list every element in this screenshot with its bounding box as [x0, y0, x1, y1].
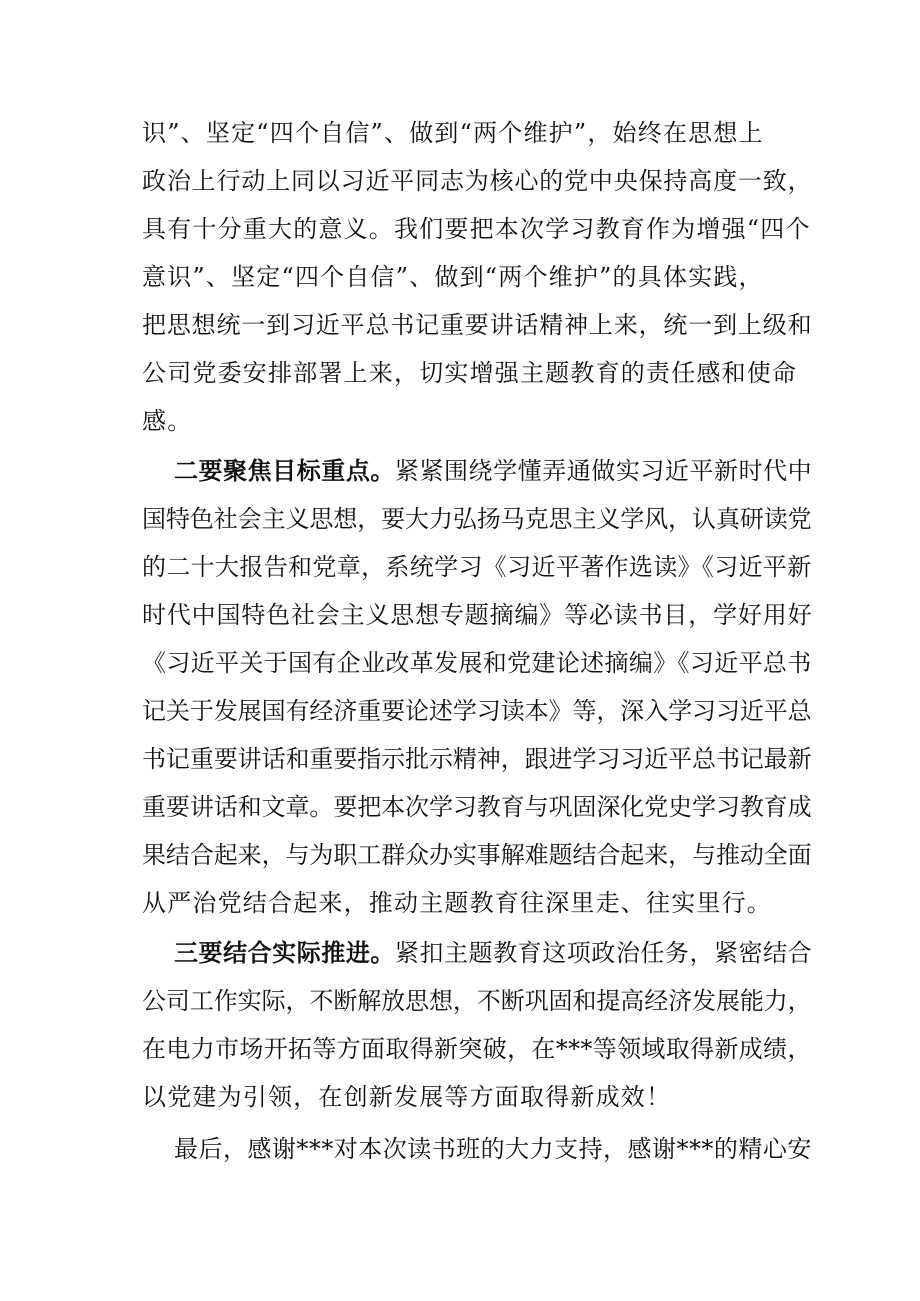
text-line: 政治上行动上同以习近平同志为核心的党中央保持高度一致，: [142, 167, 813, 195]
text-line: 时代中国特色社会主义思想专题摘编》等必读书目，学好用好: [142, 601, 813, 629]
text-line: 识”、坚定“四个自信”、做到“两个维护”，始终在思想上: [142, 119, 764, 147]
text-line: 在电力市场开拓等方面取得新突破，在***等领域取得新成绩，: [142, 1035, 812, 1063]
text-line: 意识”、坚定“四个自信”、做到“两个维护”的具体实践，: [142, 263, 764, 291]
paragraph-heading: 三要结合实际推进。: [174, 938, 395, 967]
text-line: 最后，感谢***对本次读书班的大力支持，感谢***的精心安: [174, 1135, 812, 1163]
text-line: 公司工作实际，不断解放思想，不断巩固和提高经济发展能力，: [142, 987, 812, 1015]
text-line: 把思想统一到习近平总书记重要讲话精神上来，统一到上级和: [142, 311, 813, 339]
text-line: 具有十分重大的意义。我们要把本次学习教育作为增强“四个: [142, 215, 811, 243]
text-line: 果结合起来，与为职工群众办实事解难题结合起来，与推动全面: [142, 841, 812, 869]
text-line: 国特色社会主义思想，要大力弘扬马克思主义学风，认真研读党: [142, 505, 812, 533]
paragraph-heading: 二要聚焦目标重点。: [174, 456, 395, 485]
text-line: 《习近平关于国有企业改革发展和党建论述摘编》《习近平总书: [142, 649, 812, 677]
text-line: 重要讲话和文章。要把本次学习教育与巩固深化党史学习教育成: [142, 793, 812, 821]
text-line: 从严治党结合起来，推动主题教育往深里走、往实里行。: [142, 889, 772, 917]
paragraph-three-first-line: [174, 938, 812, 968]
text-line: 记关于发展国有经济重要论述学习读本》等，深入学习习近平总: [142, 697, 812, 725]
text-line: 的二十大报告和党章，系统学习《习近平著作选读》《习近平新: [142, 553, 812, 581]
text-line: 书记重要讲话和重要指示批示精神，跟进学习习近平总书记最新: [142, 745, 812, 773]
text-line: 感。: [142, 407, 193, 435]
text-span: 紧紧围绕学懂弄通做实习近平新时代中: [394, 457, 813, 485]
text-line: 公司党委安排部署上来，切实增强主题教育的责任感和使命: [142, 359, 798, 387]
text-line: 以党建为引领，在创新发展等方面取得新成效！: [142, 1083, 672, 1111]
text-span: 紧扣主题教育这项政治任务，紧密结合: [394, 939, 813, 967]
paragraph-two-first-line: [174, 456, 812, 486]
